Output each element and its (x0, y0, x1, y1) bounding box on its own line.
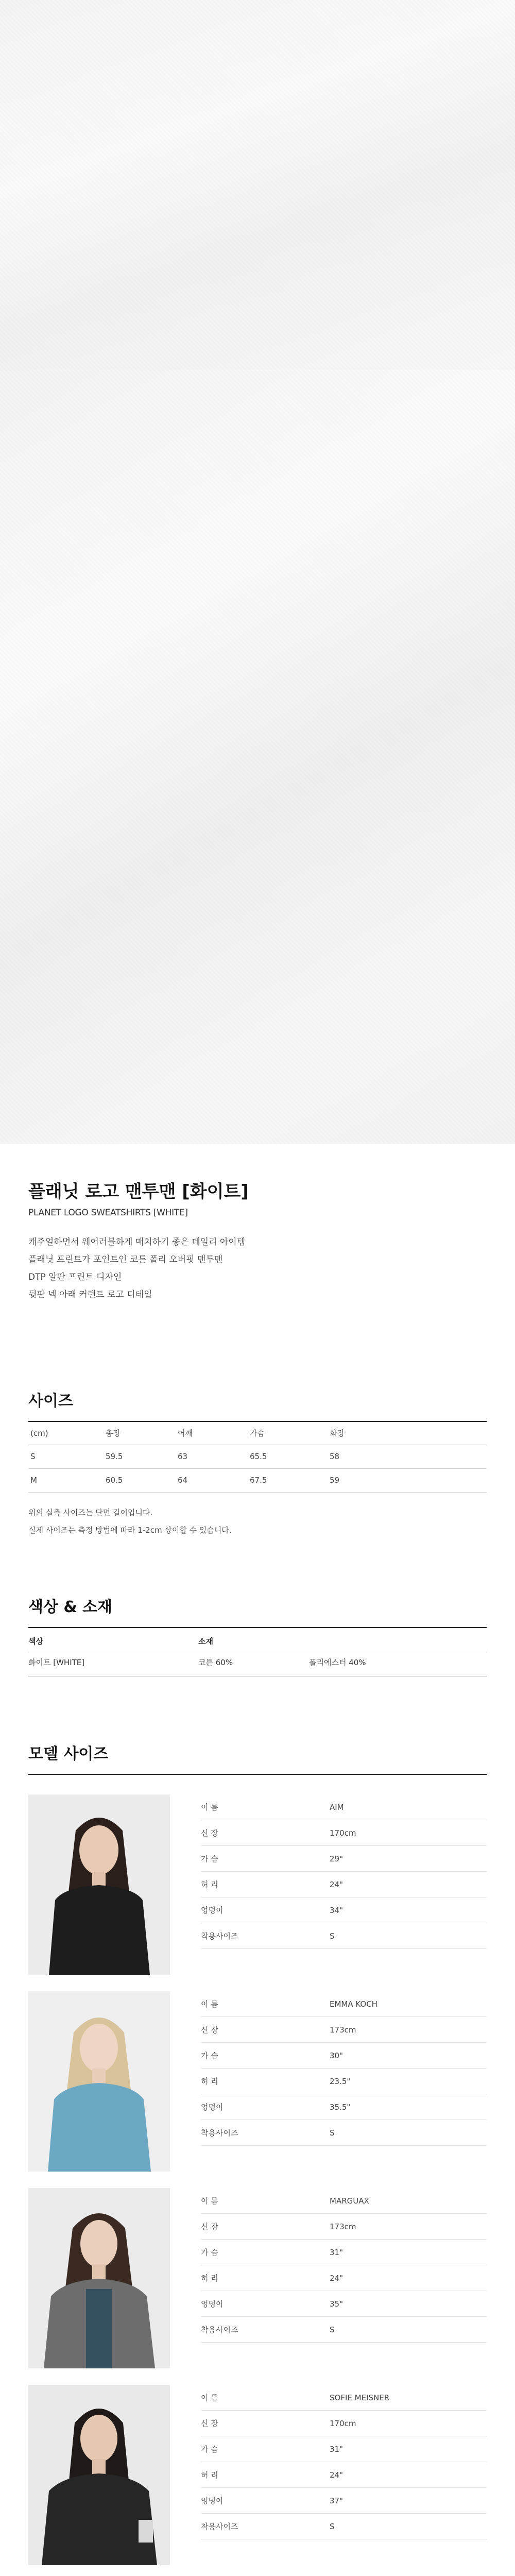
color-material-header (28, 1631, 487, 1652)
model-info-row (201, 2069, 487, 2094)
table-header-cell: 화장 (330, 1422, 487, 1445)
info-label: 허 리 (201, 2077, 218, 2086)
model-jacket-patch (139, 2520, 153, 2543)
model-name: MARGUAX (330, 2196, 369, 2206)
model-waist: 24" (330, 2470, 343, 2480)
model-info-row (201, 1923, 487, 1949)
color-material-values (28, 1652, 487, 1673)
description-line: 캐주얼하면서 웨어러블하게 매치하기 좋은 데일리 아이템 (28, 1237, 246, 1247)
model-info-row (201, 2462, 487, 2488)
model-info-row (201, 2265, 487, 2291)
material-value: 코튼 60% (198, 1658, 233, 1667)
model-info-row (201, 2385, 487, 2411)
model-info-row (201, 2188, 487, 2214)
model-neck (92, 1872, 106, 1887)
model-info (201, 2188, 487, 2343)
model-info-row (201, 2488, 487, 2514)
material-label: 소재 (198, 1637, 213, 1646)
description-line: 플래닛 프린트가 포인트인 코튼 폴리 오버핏 맨투맨 (28, 1255, 223, 1265)
fabric-closeup-image-2 (0, 370, 515, 1144)
model-info-row (201, 1794, 487, 1820)
model-face (80, 2415, 117, 2462)
info-label: 착용사이즈 (201, 1931, 238, 1941)
divider (28, 1774, 487, 1775)
model-height: 173cm (330, 2025, 356, 2035)
model-name: EMMA KOCH (330, 1999, 377, 2009)
table-cell: 67.5 (250, 1468, 330, 1492)
info-label: 허 리 (201, 1880, 218, 1889)
model-photo (28, 1794, 170, 1975)
model-wear-size: S (330, 2325, 335, 2334)
section-title: 모델 사이즈 (28, 1745, 109, 1763)
model-photo (28, 1991, 170, 2172)
material-value: 폴리에스터 40% (309, 1658, 366, 1667)
model-photo (28, 2188, 170, 2368)
size-notes (28, 1504, 487, 1539)
table-cell: 58 (330, 1445, 487, 1468)
model-hip: 35" (330, 2299, 343, 2309)
info-label: 허 리 (201, 2470, 218, 2480)
model-name: AIM (330, 1802, 344, 1812)
model-photo-svg (28, 1794, 170, 1975)
table-header-cell: 가슴 (250, 1422, 330, 1445)
fabric-closeup-image-1 (0, 0, 515, 370)
table-header-cell: (cm) (28, 1422, 106, 1445)
note-line: 위의 실측 사이즈는 단면 길이입니다. (28, 1507, 153, 1517)
color-value: 화이트 [WHITE] (28, 1658, 85, 1667)
model-info-row (201, 2291, 487, 2317)
color-label: 색상 (28, 1637, 43, 1646)
model-height: 170cm (330, 2418, 356, 2428)
model-info-row (201, 2214, 487, 2240)
info-label: 허 리 (201, 2274, 218, 2283)
model-photo (28, 2385, 170, 2565)
description-line: 뒷판 넥 아래 커렌트 로고 디테일 (28, 1290, 152, 1300)
model-height: 170cm (330, 1828, 356, 1838)
info-label: 착용사이즈 (201, 2522, 238, 2531)
model-face (80, 2024, 118, 2072)
model-card (28, 1794, 487, 1980)
model-info-row (201, 2094, 487, 2120)
info-label: 가 슴 (201, 2051, 218, 2060)
model-info-row (201, 1991, 487, 2017)
model-name: SOFIE MEISNER (330, 2393, 390, 2402)
size-table (28, 1422, 487, 1493)
description-line: DTP 알판 프린트 디자인 (28, 1272, 122, 1282)
model-waist: 24" (330, 1879, 343, 1889)
info-label: 신 장 (201, 2222, 218, 2231)
model-card (28, 2188, 487, 2374)
table-cell: S (28, 1445, 106, 1468)
model-face (79, 1825, 118, 1875)
model-chest: 31" (330, 2247, 343, 2257)
model-info-row (201, 2411, 487, 2436)
model-inner-top (86, 2289, 112, 2368)
model-info (201, 1991, 487, 2146)
product-info (28, 1180, 487, 1303)
model-wear-size: S (330, 2128, 335, 2138)
model-top (49, 1885, 150, 1975)
model-photo-svg (28, 2385, 170, 2565)
model-top (42, 2473, 157, 2565)
model-height: 173cm (330, 2222, 356, 2231)
model-info-row (201, 2317, 487, 2343)
table-cell: 65.5 (250, 1445, 330, 1468)
info-label: 착용사이즈 (201, 2325, 238, 2334)
product-subtitle: PLANET LOGO SWEATSHIRTS [WHITE] (28, 1208, 188, 1218)
model-info (201, 2385, 487, 2539)
info-label: 가 슴 (201, 2248, 218, 2257)
table-cell: 59 (330, 1468, 487, 1492)
table-cell: 60.5 (106, 1468, 178, 1492)
model-neck (92, 2264, 106, 2281)
model-chest: 29" (330, 1854, 343, 1863)
info-label: 엉덩이 (201, 1906, 224, 1915)
model-info-row (201, 2514, 487, 2539)
model-size-section (28, 1744, 487, 2531)
model-neck (92, 2069, 106, 2085)
model-card (28, 2385, 487, 2570)
table-row (28, 1445, 487, 1468)
model-waist: 23.5" (330, 2076, 351, 2086)
model-hip: 35.5" (330, 2102, 351, 2112)
product-title: 플래닛 로고 맨투맨 [화이트] (28, 1181, 249, 1202)
model-face (80, 2220, 117, 2267)
model-info-row (201, 2240, 487, 2265)
model-hip: 34" (330, 1905, 343, 1915)
info-label: 착용사이즈 (201, 2128, 238, 2138)
table-row (28, 1468, 487, 1492)
info-label: 신 장 (201, 2419, 218, 2428)
info-label: 엉덩이 (201, 2103, 224, 2112)
model-card (28, 1991, 487, 2177)
model-info-row (201, 2017, 487, 2043)
table-header-cell: 총장 (106, 1422, 178, 1445)
model-info-row (201, 1897, 487, 1923)
note-line: 실제 사이즈는 측정 방법에 따라 1-2cm 상이할 수 있습니다. (28, 1525, 232, 1535)
table-cell: M (28, 1468, 106, 1492)
model-top (48, 2083, 151, 2172)
info-label: 이 름 (201, 1803, 218, 1812)
model-neck (92, 2459, 106, 2476)
info-label: 엉덩이 (201, 2299, 224, 2309)
info-label: 이 름 (201, 2196, 218, 2206)
color-material-section (28, 1597, 487, 1676)
model-info (201, 1794, 487, 1949)
table-header-row (28, 1422, 487, 1445)
info-label: 신 장 (201, 2025, 218, 2035)
model-info-row (201, 1846, 487, 1872)
model-photo-svg (28, 1991, 170, 2172)
model-info-row (201, 1872, 487, 1897)
model-info-row (201, 1820, 487, 1846)
model-chest: 30" (330, 2050, 343, 2060)
section-title: 색상 & 소재 (28, 1598, 112, 1616)
size-section (28, 1391, 487, 1539)
model-info-row (201, 2436, 487, 2462)
info-label: 이 름 (201, 1999, 218, 2009)
model-photo-svg (28, 2188, 170, 2368)
divider (28, 1627, 487, 1628)
product-description (28, 1233, 487, 1303)
model-hip: 37" (330, 2496, 343, 2505)
info-label: 가 슴 (201, 2445, 218, 2454)
table-header-cell: 어깨 (178, 1422, 250, 1445)
model-wear-size: S (330, 2521, 335, 2531)
model-info-row (201, 2120, 487, 2146)
model-wear-size: S (330, 1931, 335, 1941)
table-cell: 64 (178, 1468, 250, 1492)
info-label: 가 슴 (201, 1854, 218, 1863)
model-info-row (201, 2043, 487, 2069)
info-label: 신 장 (201, 1828, 218, 1838)
model-waist: 24" (330, 2273, 343, 2283)
info-label: 엉덩이 (201, 2496, 224, 2505)
table-cell: 59.5 (106, 1445, 178, 1468)
table-cell: 63 (178, 1445, 250, 1468)
section-title: 사이즈 (28, 1392, 73, 1410)
info-label: 이 름 (201, 2393, 218, 2402)
model-chest: 31" (330, 2444, 343, 2454)
